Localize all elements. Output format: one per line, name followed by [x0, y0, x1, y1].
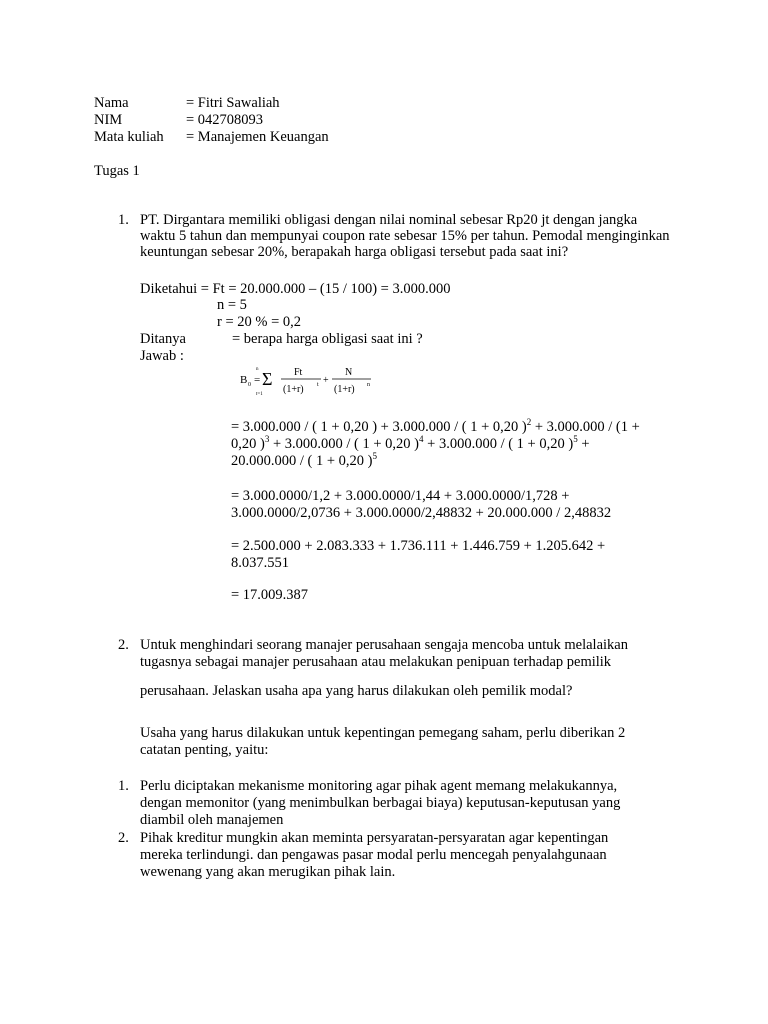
formula-sum-top: n	[256, 367, 259, 372]
point-2-line2: mereka terlindungi. dan pengawas pasar modal perlu mencegah penyalahgunaan	[140, 847, 607, 863]
matkul-value: = Manajemen Keuangan	[186, 129, 329, 145]
q1-ditanya-label: Ditanya	[140, 331, 186, 347]
assignment-title: Tugas 1	[94, 163, 140, 179]
q2-line1: Untuk menghindari seorang manajer perusahaan sengaja mencoba untuk melalaikan	[140, 637, 628, 653]
calc3-line2: 8.037.551	[231, 555, 289, 571]
point-2-line3: wewenang yang akan merugikan pihak lain.	[140, 864, 396, 880]
q1-diketahui-n: n = 5	[217, 297, 247, 313]
q2-line2: tugasnya sebagai manajer perusahaan atau melakukan penipuan terhadap pemilik	[140, 654, 612, 670]
nama-value: = Fitri Sawaliah	[186, 95, 280, 111]
q2-answer-line1: Usaha yang harus dilakukan untuk kepentingan pemegang saham, perlu diberikan 2	[140, 725, 626, 741]
formula-den1-exp: t	[317, 382, 319, 388]
q1-number: 1.	[118, 212, 129, 228]
nim-label: NIM	[94, 112, 123, 128]
point-1-line2: dengan memonitor (yang menimbulkan berbagai biaya) keputusan-keputusan yang	[140, 795, 621, 811]
q1-jawab-label: Jawab :	[140, 348, 184, 364]
formula-lhs: B	[240, 374, 248, 386]
calc1-line2: 0,20 )$^3$ + 3.000.000 / ( 1 + 0,20 )$^4$ + 3.000.000 / ( 1 + 0,20 )$^5$ +	[231, 434, 590, 452]
point-1-number: 1.	[118, 778, 129, 794]
formula-num2: N	[345, 367, 353, 378]
point-1-line1: Perlu diciptakan mekanisme monitoring agar pihak agent memang melakukannya,	[140, 778, 618, 794]
calc3-line1: = 2.500.000 + 2.083.333 + 1.736.111 + 1.446.759 + 1.205.642 +	[231, 538, 606, 554]
q1-diketahui-r: r = 20 % = 0,2	[217, 314, 302, 330]
q1-result: = 17.009.387	[231, 587, 309, 603]
matkul-label: Mata kuliah	[94, 129, 164, 145]
formula-den2-exp: n	[367, 382, 370, 388]
calc1-line1: = 3.000.000 / ( 1 + 0,20 ) + 3.000.000 / ( 1 + 0,20 )$^2$ + 3.000.000 / (1 +	[231, 417, 640, 435]
point-2-line1: Pihak kreditur mungkin akan meminta persyaratan-persyaratan agar kepentingan	[140, 830, 609, 846]
q2-line3: perusahaan. Jelaskan usaha apa yang harus dilakukan oleh pemilik modal?	[140, 683, 573, 699]
formula-sum-bottom: t=1	[256, 392, 263, 397]
calc2-line1: = 3.000.0000/1,2 + 3.000.0000/1,44 + 3.000.0000/1,728 +	[231, 488, 570, 504]
formula-den1: (1+r)	[283, 384, 304, 395]
calc2-line2: 3.000.0000/2,0736 + 3.000.0000/2,48832 + 20.000.000 / 2,48832	[231, 505, 612, 521]
q1-text: PT. Dirgantara memiliki obligasi dengan nilai nominal sebesar Rp20 jt dengan jangka waktu 5 tahun dan mempunyai coupon rate sebesar 15% per tahun. Pemodal menginginkan keuntungan sebesar 20%, berapakah harga obligasi tersebut pada saat ini?	[140, 212, 670, 260]
point-2-number: 2.	[118, 830, 129, 846]
formula-equals: =	[254, 374, 261, 386]
q2-answer-line2: catatan penting, yaitu:	[140, 742, 269, 758]
nama-label: Nama	[94, 95, 129, 111]
q1-ditanya-value: = berapa harga obligasi saat ini ?	[232, 331, 423, 347]
calc1-line3: 20.000.000 / ( 1 + 0,20 )$^5$	[231, 451, 377, 469]
formula-plus: +	[323, 375, 329, 386]
formula-num1: Ft	[294, 367, 303, 378]
formula-lhs-sub: 0	[248, 382, 251, 388]
bond-price-formula	[238, 362, 388, 402]
point-1-line3: diambil oleh manajemen	[140, 812, 284, 828]
formula-den2: (1+r)	[334, 384, 355, 395]
q2-number: 2.	[118, 637, 129, 653]
nim-value: = 042708093	[186, 112, 264, 128]
formula-sigma: Σ	[262, 369, 273, 389]
q1-diketahui-ft: Diketahui = Ft = 20.000.000 – (15 / 100) = 3.000.000	[140, 281, 451, 297]
